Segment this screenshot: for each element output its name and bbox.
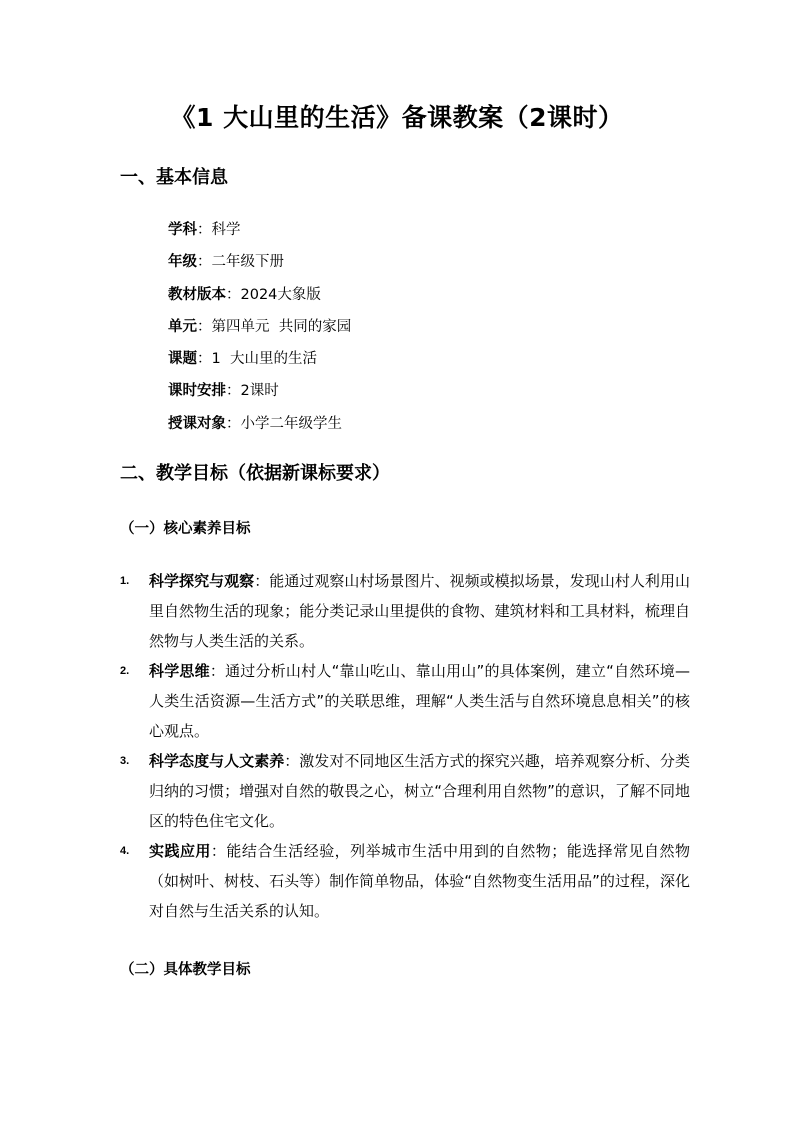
info-value: 1 大山里的生活 [211,351,317,368]
info-value: 小学二年级学生 [240,415,342,432]
info-key: 单元 [168,318,197,335]
goal-key: 科学思维 [149,662,210,680]
info-item-subject [168,218,351,242]
goal-key: 实践应用 [149,842,211,860]
info-item-lesson [168,347,351,371]
info-item-periods [168,379,351,403]
goal-number: 1. [120,575,130,587]
goal-number: 3. [120,755,130,767]
info-colon: ： [197,222,212,238]
goal-text: 能通过观察山村场景图片、视频或模拟场景，发现山村人利用山里自然物生活的现象；能分类记录山里提供的食物、建筑材料和工具材料，梳理自然物与人类生活的关系。 [149,572,690,650]
info-item-edition [168,283,351,307]
goal-item [120,656,690,746]
goal-text: 能结合生活经验，列举城市生活中用到的自然物；能选择常见自然物（如树叶、树枝、石头等）制作简单物品，体验“自然物变生活用品”的过程，深化对自然与生活关系的认知。 [149,842,690,920]
goal-separator: ： [254,572,270,590]
goal-number: 4. [120,845,130,857]
info-colon: ： [226,383,241,400]
info-key: 课题 [168,351,197,368]
info-item-audience [168,412,351,436]
core-goals-list [120,566,690,926]
basic-info-list [168,218,351,444]
goal-text: 激发对不同地区生活方式的探究兴趣，培养观察分析、分类归纳的习惯；增强对自然的敬畏之心，树立“合理利用自然物”的意识，了解不同地区的特色住宅文化。 [149,752,690,830]
section-heading-basic-info: 一、基本信息 [120,167,228,188]
info-value: 二年级下册 [211,254,284,271]
goal-item [120,836,690,926]
info-colon: ： [197,351,212,368]
info-key: 学科 [168,222,197,238]
goal-separator: ： [284,752,300,770]
info-value: 2课时 [240,383,279,400]
goal-key: 科学探究与观察 [149,572,255,590]
info-colon: ： [226,286,241,303]
document-title: 《1 大山里的生活》备课教案（2课时） [170,103,624,132]
goal-text: 通过分析山村人“靠山吃山、靠山用山”的具体案例，建立“自然环境—人类生活资源—生活方式”的关联思维，理解“人类生活与自然环境息息相关”的核心观点。 [149,662,690,740]
goal-separator: ： [210,842,227,860]
goal-key: 科学态度与人文素养 [149,752,285,770]
info-key: 课时安排 [168,383,226,400]
goal-number: 2. [120,665,130,677]
info-key: 教材版本 [168,286,226,303]
subsection-heading-core-literacy: （一）核心素养目标 [120,521,251,537]
info-value: 2024大象版 [240,286,321,303]
section-heading-objectives: 二、教学目标（依据新课标要求） [120,463,390,484]
info-key: 授课对象 [168,415,226,432]
info-colon: ： [226,415,241,432]
goal-item [120,746,690,836]
info-key: 年级 [168,254,197,271]
goal-item [120,566,690,656]
subsection-heading-specific-goals: （二）具体教学目标 [120,962,251,978]
info-colon: ： [197,318,212,335]
info-colon: ： [197,254,212,271]
info-value: 第四单元 共同的家园 [211,318,352,335]
info-item-grade [168,250,351,274]
info-item-unit [168,315,351,339]
info-value: 科学 [211,222,241,238]
goal-separator: ： [209,662,226,680]
